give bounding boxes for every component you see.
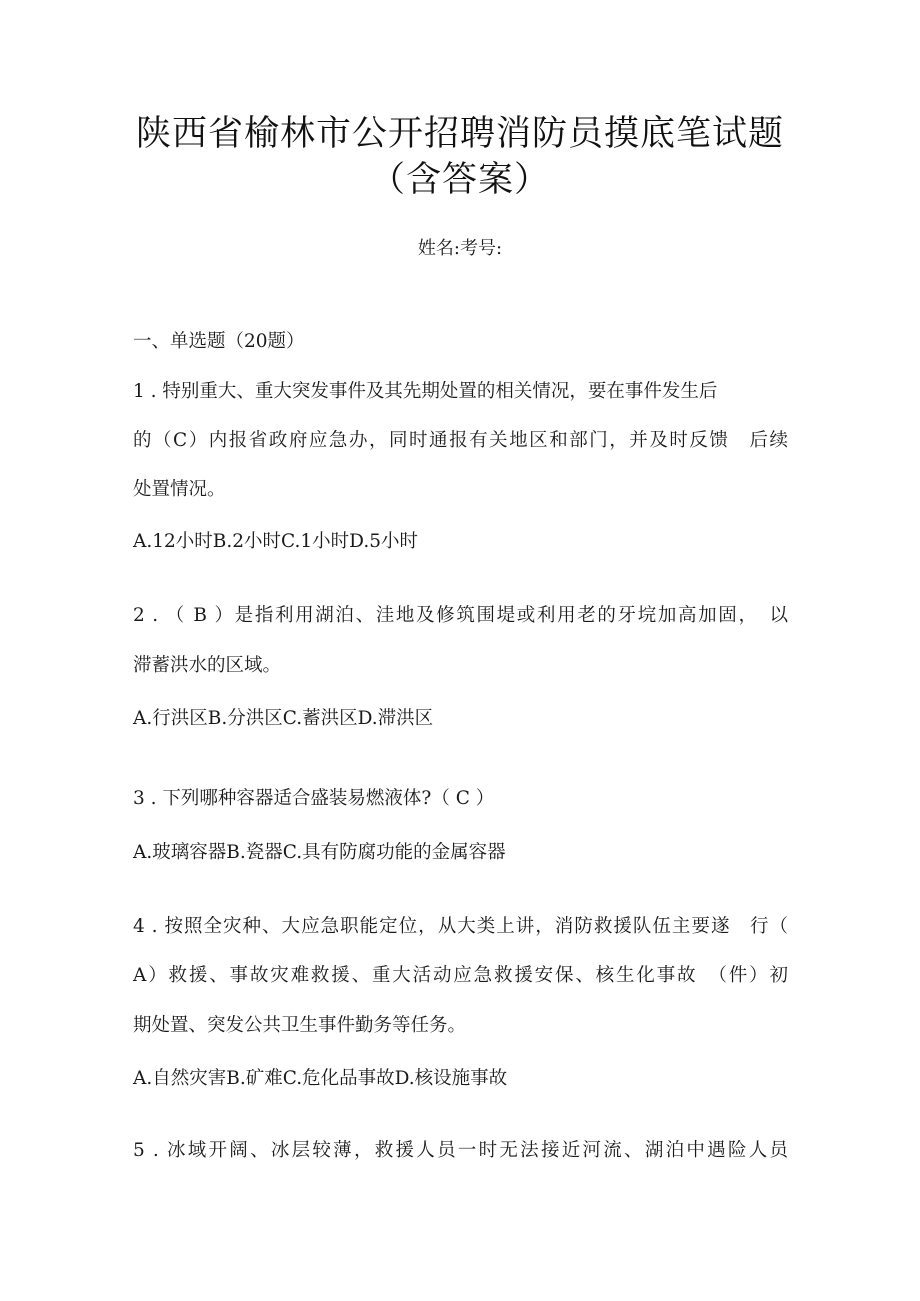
question-3-options: A.玻璃容器B.瓷器C.具有防腐功能的金属容器 [133,842,506,863]
question-1-line-2: 的（C）内报省政府应急办，同时通报有关地区和部门，并及时反馈 后续 [133,430,788,451]
question-1-line-1: 1 . 特别重大、重大突发事件及其先期处置的相关情况，要在事件发生后 [133,381,718,402]
question-4-line-1: 4 . 按照全灾种、大应急职能定位，从大类上讲，消防救援队伍主要遂 行（ [133,916,788,937]
question-1-options: A.12小时B.2小时C.1小时D.5小时 [133,531,418,552]
name-exam-number-field: 姓名:考号: [417,238,503,259]
question-1-line-3: 处置情况。 [133,479,226,500]
question-2-line-1: 2 . （ B ）是指利用湖泊、洼地及修筑围堤或利用老的牙垸加高加固， 以 [133,605,788,626]
document-title-line-1: 陕西省榆林市公开招聘消防员摸底笔试题 [135,114,784,154]
question-3-line-1: 3 . 下列哪种容器适合盛装易燃液体?（ C ） [133,788,495,809]
document-title-line-2: （含答案） [369,160,550,200]
section-heading: 一、单选题（20题） [133,331,305,352]
question-4-options: A.自然灾害B.矿难C.危化品事故D.核设施事故 [133,1068,508,1089]
question-4-line-3: 期处置、突发公共卫生事件勤务等任务。 [133,1015,467,1036]
question-2-options: A.行洪区B.分洪区C.蓄洪区D.滞洪区 [133,708,434,729]
question-2-line-2: 滞蓄洪水的区域。 [133,655,282,676]
question-4-line-2: A）救援、事故灾难救援、重大活动应急救援安保、核生化事故 （件）初 [133,965,788,986]
question-5-line-1: 5 . 冰域开阔、冰层较薄，救援人员一时无法接近河流、湖泊中遇险人员 [133,1140,788,1161]
